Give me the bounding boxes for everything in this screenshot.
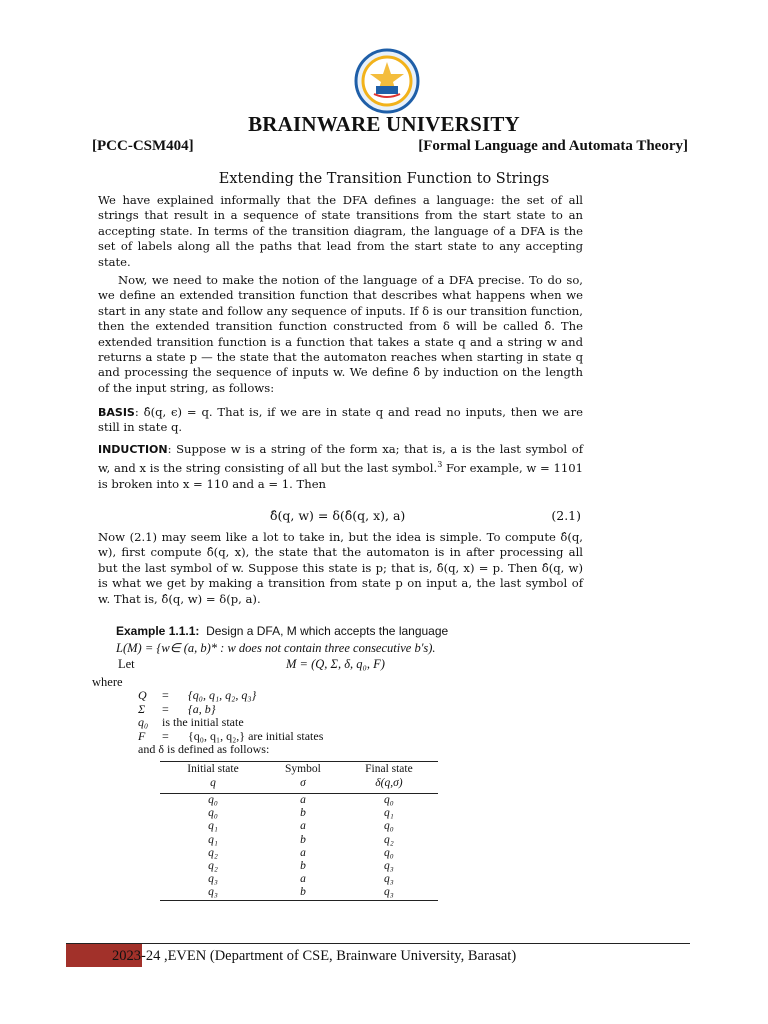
paragraph-induction — [98, 442, 583, 492]
table-header: Symbol — [266, 762, 340, 777]
def-equals: = — [162, 701, 169, 716]
table-cell: a — [300, 846, 306, 859]
example-label: Example 1.1.1: — [116, 624, 200, 638]
footer-divider — [66, 943, 690, 944]
def-equals: = — [162, 688, 169, 702]
def-value: {q₀, q₁, q₂,} are initial states — [188, 728, 324, 743]
induction-text-2: For example, w = 1101 is broken into x = 110 and a = 1. Then — [98, 461, 583, 491]
table-header: Final state — [340, 762, 438, 777]
basis-label: BASIS — [98, 406, 135, 419]
def-value: {q₀, q₁, q₂, q₃} — [188, 688, 257, 702]
table-row — [160, 820, 438, 833]
table-cell: b — [300, 833, 306, 846]
definition-row — [138, 703, 323, 717]
section-title: Extending the Transition Function to Strings — [218, 171, 550, 187]
footer-text: 2023-24 ,EVEN (Department of CSE, Brainware University, Barasat) — [112, 948, 517, 964]
table-subheader: σ — [266, 776, 340, 794]
table-cell: b — [266, 886, 340, 900]
course-code: [PCC-CSM404] — [92, 138, 194, 154]
basis-text: : δ̂(q, ϵ) = q. That is, if we are in state q and read no inputs, then we are still in state q. — [98, 405, 583, 435]
table-row — [160, 886, 438, 900]
definition-row — [138, 689, 323, 703]
table-cell: q₀ — [208, 794, 218, 807]
table-cell: q₀ — [384, 794, 394, 807]
table-row — [160, 794, 438, 808]
table-cell: a — [300, 794, 306, 807]
paragraph-explanation: Now (2.1) may seem like a lot to take in, but the idea is simple. To compute δ̂(q, w), first compute δ̂(q, x), the state that the automaton is in after processing all but the last symbol of w. Suppose this state is p; that is, δ̂(q, x) = p. Then δ̂(q, w) is what we get by making a transition from state p on input a, the last symbol of w. That is, δ̂(q, w) = δ(p, a). — [98, 530, 583, 606]
paragraph-extended-function: Now, we need to make the notion of the language of a DFA precise. To do so, we define an extended transition function that describes what happens when we start in any state and follow any sequence of inputs. If δ is our transition function, then the extended transition function constructed from δ will be called δ̂. The extended transition function is a function that takes a state q and a string w and returns a state p — the state that the automaton reaches when starting in state q and processing the sequence of inputs w. We define δ̂ by induction on the length of the input string, as follows: — [98, 273, 583, 395]
table-cell: a — [300, 873, 306, 886]
table-row — [160, 847, 438, 860]
def-symbol: Q — [138, 688, 147, 702]
example-title — [116, 624, 448, 638]
table-cell: q₃ — [208, 873, 218, 886]
table-cell: b — [300, 807, 306, 820]
table-cell: q₂ — [208, 860, 218, 873]
equation-number: (2.1) — [551, 508, 581, 523]
table-cell: q₁ — [208, 833, 218, 846]
induction-label: INDUCTION — [98, 443, 168, 456]
transition-table — [160, 761, 438, 901]
def-symbol: q₀ — [138, 715, 149, 729]
table-cell: q₁ — [208, 820, 218, 833]
def-value: is the initial state — [162, 715, 244, 729]
course-name: [Formal Language and Automata Theory] — [418, 138, 688, 154]
table-cell: q₀ — [384, 820, 394, 833]
table-header: Initial state — [160, 762, 266, 777]
table-cell: q₃ — [340, 886, 438, 900]
university-logo — [354, 48, 420, 114]
footnote-marker: 3 — [437, 460, 443, 470]
def-equals: = — [162, 728, 169, 743]
example-let: Let — [118, 657, 135, 671]
table-cell: q₀ — [208, 807, 218, 820]
definition-row — [138, 743, 323, 757]
table-row — [160, 807, 438, 820]
example-where: where — [92, 675, 123, 689]
induction-text: : Suppose w is a string of the form xa; that is, a is the last symbol of w, and x is the string consisting of all but the last symbol. — [98, 442, 583, 476]
table-cell: q₃ — [384, 860, 394, 873]
example-definitions — [138, 689, 323, 757]
example-language: L(M) = {w∈ (a, b)* : w does not contain three consecutive b's). — [116, 641, 436, 655]
equation-math: δ̂(q, w) = δ(δ̂(q, x), a) — [270, 508, 406, 523]
definition-row — [138, 716, 323, 730]
def-value: {a, b} — [188, 701, 216, 716]
paragraph-basis — [98, 405, 583, 436]
table-cell: a — [300, 820, 306, 833]
example-title-rest: Design a DFA, M which accepts the language — [206, 624, 449, 638]
table-cell: q₂ — [384, 833, 394, 846]
def-symbol: Σ — [138, 701, 146, 716]
paragraph-intro: We have explained informally that the DFA defines a language: the set of all strings that result in a sequence of state transitions from the start state to an accepting state. In terms of the transition diagram, the language of a DFA is the set of labels along all the paths that lead from the start state to any accepting state. — [98, 193, 583, 269]
table-cell: q₁ — [384, 807, 394, 820]
table-row — [160, 873, 438, 886]
table-row — [160, 860, 438, 873]
table-cell: q₃ — [160, 886, 266, 900]
table-cell: q₃ — [384, 873, 394, 886]
example-machine: M = (Q, Σ, δ, q₀, F) — [286, 657, 385, 671]
table-cell: b — [300, 860, 306, 873]
table-row — [160, 834, 438, 847]
table-subheader: q — [160, 776, 266, 794]
table-cell: q₂ — [208, 846, 218, 859]
table-subheader: δ(q,σ) — [340, 776, 438, 794]
def-value: and δ is defined as follows: — [138, 742, 270, 756]
university-name: BRAINWARE UNIVERSITY — [248, 112, 520, 136]
def-symbol: F — [138, 728, 146, 743]
table-cell: q₀ — [384, 846, 394, 859]
definition-row — [138, 730, 323, 744]
